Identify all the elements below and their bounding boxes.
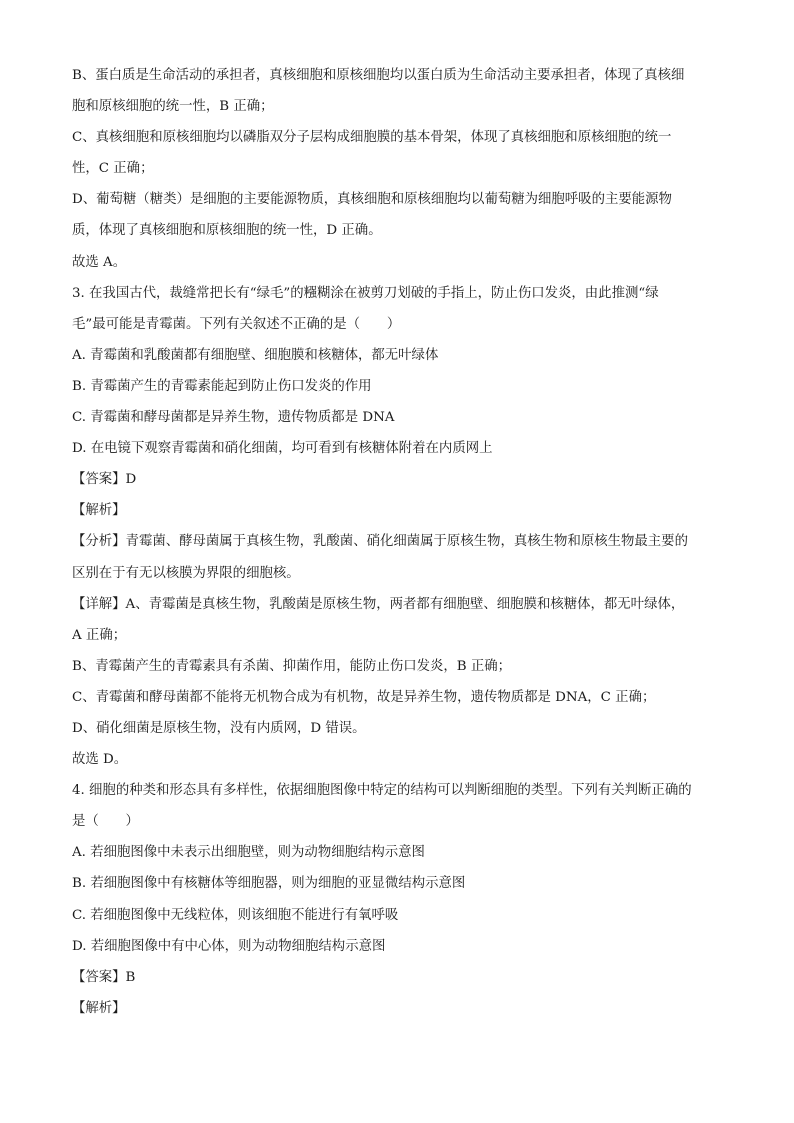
q4-stem-line1: 4. 细胞的种类和形态具有多样性，依据细胞图像中特定的结构可以判断细胞的类型。下列有关判断正确的 bbox=[72, 783, 692, 799]
q2-option-d-line1: D、葡萄糖（糖类）是细胞的主要能源物质，真核细胞和原核细胞均以葡萄糖为细胞呼吸的主要能源物 bbox=[72, 192, 672, 208]
q4-choice-d: D. 若细胞图像中有中心体，则为动物细胞结构示意图 bbox=[72, 938, 386, 954]
q3-detail-b: B、青霉菌产生的青霉素具有杀菌、抑菌作用，能防止伤口发炎，B 正确； bbox=[72, 658, 512, 674]
q3-analysis-line1: 【分析】青霉菌、酵母菌属于真核生物，乳酸菌、硝化细菌属于原核生物，真核生物和原核生物最主要的 bbox=[72, 534, 688, 550]
q4-choice-b: B. 若细胞图像中有核糖体等细胞器，则为细胞的亚显微结构示意图 bbox=[72, 876, 466, 892]
q3-choice-d: D. 在电镜下观察青霉菌和硝化细菌，均可看到有核糖体附着在内质网上 bbox=[72, 441, 493, 457]
q3-analysis-line2: 区别在于有无以核膜为界限的细胞核。 bbox=[72, 565, 300, 581]
q3-detail-a-line1: 【详解】A、青霉菌是真核生物，乳酸菌是原核生物，两者都有细胞壁、细胞膜和核糖体，都无叶绿体， bbox=[72, 596, 685, 612]
q3-stem-line1: 3. 在我国古代，裁缝常把长有“绿毛”的糨糊涂在被剪刀划破的手指上，防止伤口发炎，由此推测“绿 bbox=[72, 285, 659, 301]
q3-stem-line2: 毛”最可能是青霉菌。下列有关叙述不正确的是（ ） bbox=[72, 316, 401, 332]
q4-stem-line2: 是（ ） bbox=[72, 814, 139, 830]
q2-option-c-line2: 性，C 正确； bbox=[72, 161, 154, 177]
q4-choice-a: A. 若细胞图像中未表示出细胞壁，则为动物细胞结构示意图 bbox=[72, 845, 425, 861]
q3-choice-c: C. 青霉菌和酵母菌都是异养生物，遗传物质都是 DNA bbox=[72, 410, 395, 426]
q4-choice-c: C. 若细胞图像中无线粒体，则该细胞不能进行有氧呼吸 bbox=[72, 907, 399, 923]
q2-conclusion: 故选 A。 bbox=[72, 254, 127, 270]
q3-detail-d: D、硝化细菌是原核生物，没有内质网，D 错误。 bbox=[72, 720, 366, 736]
q2-option-b-line1: B、蛋白质是生命活动的承担者，真核细胞和原核细胞均以蛋白质为生命活动主要承担者，体现了真核细 bbox=[72, 68, 685, 83]
q2-option-c-line1: C、真核细胞和原核细胞均以磷脂双分子层构成细胞膜的基本骨架，体现了真核细胞和原核细胞的统一 bbox=[72, 130, 672, 146]
q4-analysis-heading: 【解析】 bbox=[72, 1000, 126, 1016]
q3-choice-b: B. 青霉菌产生的青霉素能起到防止伤口发炎的作用 bbox=[72, 378, 372, 394]
q3-analysis-heading: 【解析】 bbox=[72, 503, 126, 519]
q2-option-d-line2: 质，体现了真核细胞和原核细胞的统一性，D 正确。 bbox=[72, 223, 382, 239]
q3-answer: 【答案】D bbox=[72, 472, 137, 488]
q4-answer: 【答案】B bbox=[72, 969, 136, 985]
q3-detail-c: C、青霉菌和酵母菌都不能将无机物合成为有机物，故是异养生物，遗传物质都是 DNA，C 正确； bbox=[72, 689, 656, 705]
q2-option-b-line2: 胞和原核细胞的统一性，B 正确； bbox=[72, 99, 274, 115]
q3-choice-a: A. 青霉菌和乳酸菌都有细胞壁、细胞膜和核糖体，都无叶绿体 bbox=[72, 347, 439, 363]
document-page bbox=[72, 60, 732, 1024]
q3-detail-a-line2: A 正确； bbox=[72, 627, 127, 643]
q3-conclusion: 故选 D。 bbox=[72, 752, 128, 768]
